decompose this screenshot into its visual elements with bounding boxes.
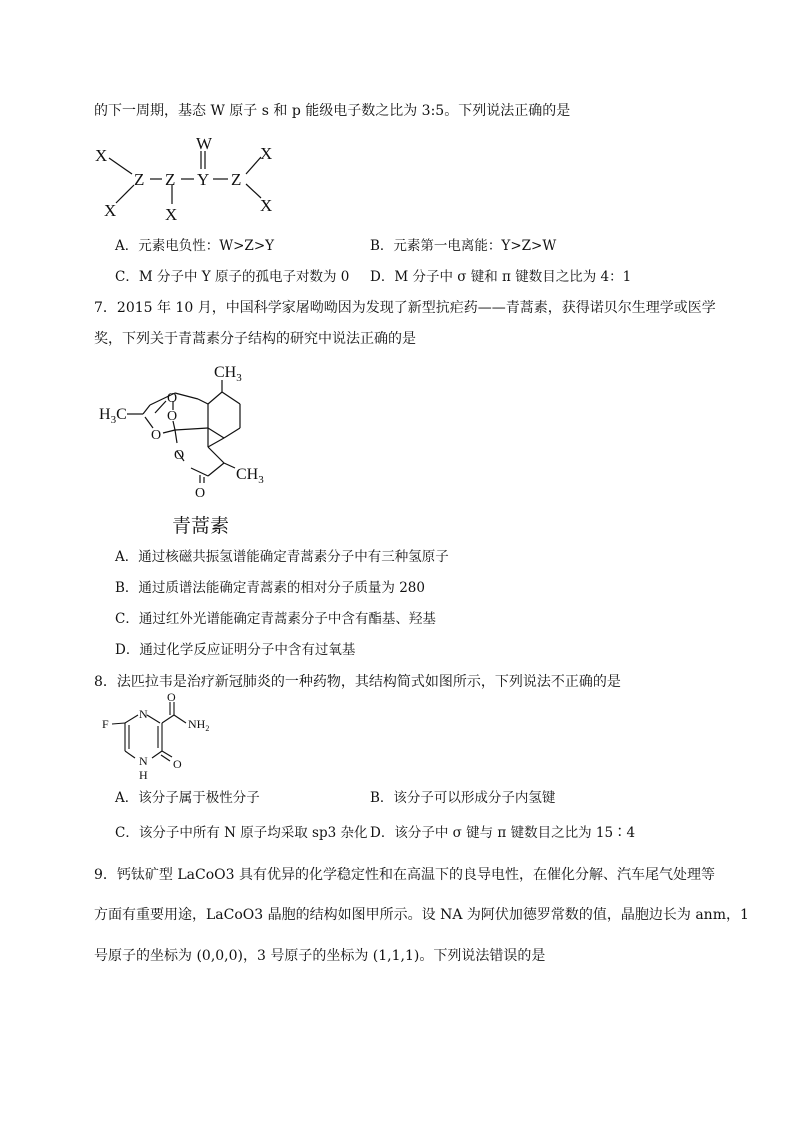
oxygen-label: O xyxy=(167,690,176,704)
q8-option-c: C．该分子中所有 N 原子均采取 sp3 杂化 xyxy=(115,825,368,841)
x-atom: X xyxy=(95,146,108,165)
q8-stem: 8．法匹拉韦是治疗新冠肺炎的一种药物，其结构简式如图所示，下列说法不正确的是 xyxy=(94,674,621,690)
q7-option-c: C．通过红外光谱能确定青蒿素分子中含有酯基、羟基 xyxy=(115,611,436,627)
oxygen-label: O xyxy=(151,428,162,443)
w-atom: W xyxy=(196,134,213,153)
q7-option-d: D．通过化学反应证明分子中含有过氧基 xyxy=(115,642,356,658)
ch3-top-label: $CH_3$ xyxy=(214,364,242,384)
nh2-label: $NH_2$ xyxy=(188,717,210,733)
x-atom: X xyxy=(260,144,273,163)
nitrogen-label: N xyxy=(139,707,148,721)
z-atom: Z xyxy=(231,170,242,189)
q7-stem-line2: 奖，下列关于青蒿素分子结构的研究中说法正确的是 xyxy=(94,331,416,347)
q6-structure-diagram xyxy=(90,130,290,225)
q7-option-a: A．通过核磁共振氢谱能确定青蒿素分子中有三种氢原子 xyxy=(115,549,449,565)
bond-x-z xyxy=(116,185,134,203)
q7-stem-line1: 7．2015 年 10 月，中国科学家屠呦呦因为发现了新型抗疟药——青蒿素，获得诺贝尔生理学或医学 xyxy=(94,300,716,316)
fluorine-label: F xyxy=(102,717,109,731)
q6-option-a: A．元素电负性：W>Z>Y xyxy=(115,238,275,254)
x-atom: X xyxy=(260,196,273,215)
q9-stem-line3: 号原子的坐标为 (0,0,0)，3 号原子的坐标为 (1,1,1)。下列说法错误的是 xyxy=(94,948,546,964)
q9-stem-line1: 9．钙钛矿型 LaCoO3 具有优异的化学稳定性和在高温下的良导电性，在催化分解、汽车尾气处理等 xyxy=(94,867,715,883)
bond-z-x xyxy=(246,184,261,198)
z-atom: Z xyxy=(134,170,145,189)
q8-option-a: A．该分子属于极性分子 xyxy=(115,790,260,806)
oxygen-label: O xyxy=(167,409,178,424)
bond-z-x xyxy=(246,157,261,174)
nitrogen-label: N xyxy=(139,754,148,768)
artemisinin-caption: 青蒿素 xyxy=(172,515,230,537)
q6-option-d: D．M 分子中 σ 键和 π 键数目之比为 4：1 xyxy=(370,269,632,285)
oxygen-label: O xyxy=(174,448,185,463)
x-atom: X xyxy=(165,205,178,224)
q6-option-c: C．M 分子中 Y 原子的孤电子对数为 0 xyxy=(115,269,350,285)
x-atom: X xyxy=(104,201,117,220)
z-atom: Z xyxy=(165,170,176,189)
q6-option-b: B．元素第一电离能：Y>Z>W xyxy=(370,238,557,254)
favipiravir-structure-diagram xyxy=(90,690,220,788)
y-atom: Y xyxy=(197,170,210,189)
h3c-label: $H_3C$ xyxy=(99,406,127,426)
q6-intro-text: 的下一周期，基态 W 原子 s 和 p 能级电子数之比为 3:5。下列说法正确的是 xyxy=(94,103,571,119)
carbonyl-oxygen-label: O xyxy=(195,486,206,501)
q7-option-b: B．通过质谱法能确定青蒿素的相对分子质量为 280 xyxy=(115,580,425,596)
ch3-right-label: $CH_3$ xyxy=(236,466,264,486)
oxygen-label: O xyxy=(167,391,178,406)
bond-x-z xyxy=(109,158,132,174)
q8-option-b: B．该分子可以形成分子内氢键 xyxy=(370,790,556,806)
hydrogen-label: H xyxy=(139,768,148,782)
artemisinin-structure-diagram xyxy=(95,355,285,540)
q9-stem-line2: 方面有重要用途，LaCoO3 晶胞的结构如图甲所示。设 NA 为阿伏加德罗常数的值，晶胞边长为 anm，1 xyxy=(94,907,749,923)
oxygen-label: O xyxy=(173,757,182,771)
q8-option-d: D．该分子中 σ 键与 π 键数目之比为 15∶4 xyxy=(370,825,636,841)
